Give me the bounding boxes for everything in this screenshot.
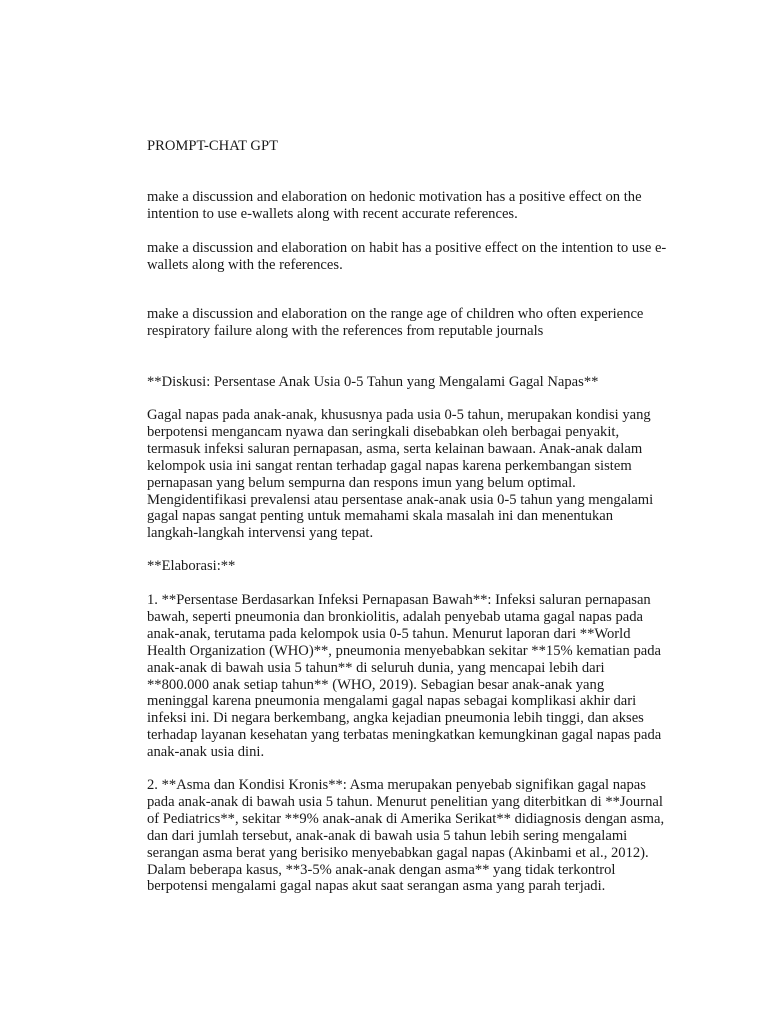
- document-title: PROMPT-CHAT GPT: [147, 138, 278, 154]
- elaboration-item-asthma: 2. **Asma dan Kondisi Kronis**: Asma merupakan penyebab signifikan gagal napas pada anak-anak di bawah usia 5 tahun. Menurut penelitian yang diterbitkan di **Journal of Pediatrics**, sekitar **9% anak-anak di Amerika Serikat** didiagnosis dengan asma, dan dari jumlah tersebut, anak-anak di bawah usia 5 tahun lebih sering mengalami serangan asma berat yang berisiko menyebabkan gagal napas (Akinbami et al., 2012). Dalam beberapa kasus, **3-5% anak-anak dengan asma** yang tidak terkontrol berpotensi mengalami gagal napas akut saat serangan asma yang parah terjadi.: [147, 777, 665, 895]
- discussion-paragraph: Gagal napas pada anak-anak, khususnya pada usia 0-5 tahun, merupakan kondisi yang berpotensi mengancam nyawa dan seringkali disebabkan oleh berbagai penyakit, termasuk infeksi saluran pernapasan, asma, serta kelainan bawaan. Anak-anak dalam kelompok usia ini sangat rentan terhadap gagal napas karena perkembangan sistem pernapasan yang belum sempurna dan respons imun yang belum optimal. Mengidentifikasi prevalensi atau persentase anak-anak usia 0-5 tahun yang mengalami gagal napas sangat penting untuk memahami skala masalah ini dan menentukan langkah-langkah intervensi yang tepat.: [147, 407, 654, 542]
- prompt-hedonic-motivation: make a discussion and elaboration on hedonic motivation has a positive effect on the intention to use e-wallets along with recent accurate references.: [147, 189, 642, 222]
- elaboration-heading: **Elaborasi:**: [147, 558, 236, 574]
- elaboration-item-lower-respiratory: 1. **Persentase Berdasarkan Infeksi Pernapasan Bawah**: Infeksi saluran pernapasan bawah, seperti pneumonia dan bronkiolitis, adalah penyebab utama gagal napas pada anak-anak, terutama pada kelompok usia 0-5 tahun. Menurut laporan dari **World Health Organization (WHO)**, pneumonia menyebabkan sekitar **15% kematian pada anak-anak di bawah usia 5 tahun** di seluruh dunia, yang mencapai lebih dari **800.000 anak setiap tahun** (WHO, 2019). Sebagian besar anak-anak yang meninggal karena pneumonia mengalami gagal napas sebagai komplikasi akhir dari infeksi ini. Di negara berkembang, angka kejadian pneumonia lebih tinggi, dan akses terhadap layanan kesehatan yang terbatas meningkatkan kemungkinan gagal napas pada anak-anak usia dini.: [147, 592, 662, 761]
- discussion-heading: **Diskusi: Persentase Anak Usia 0-5 Tahun yang Mengalami Gagal Napas**: [147, 374, 599, 390]
- prompt-respiratory-failure: make a discussion and elaboration on the range age of children who often experience respiratory failure along with the references from reputable journals: [147, 306, 644, 339]
- prompt-habit: make a discussion and elaboration on habit has a positive effect on the intention to use e-wallets along with the references.: [147, 240, 667, 273]
